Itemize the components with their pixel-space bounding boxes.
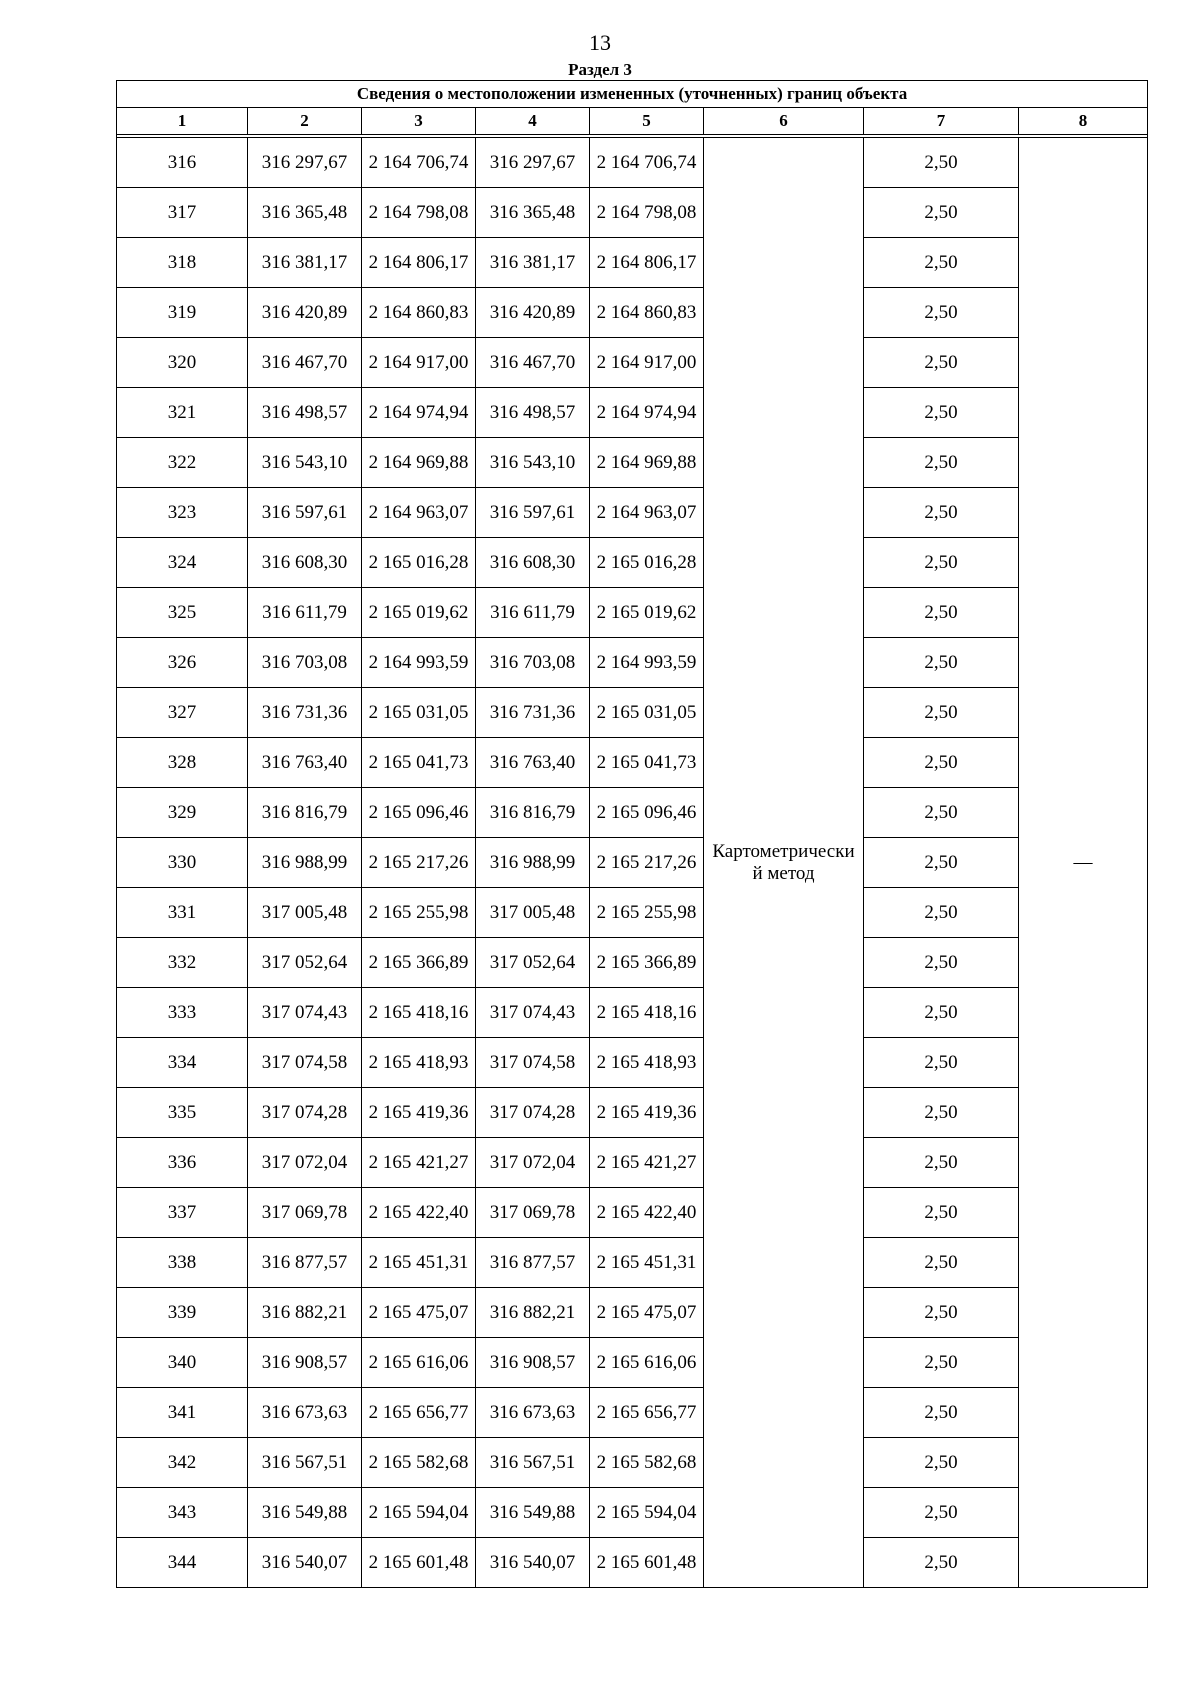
- x-old-cell: 316 540,07: [248, 1538, 362, 1588]
- table-row: [117, 1138, 1148, 1188]
- point-number-cell: 329: [117, 788, 248, 838]
- x-old-cell: 316 908,57: [248, 1338, 362, 1388]
- y-old-cell: 2 165 031,05: [362, 688, 476, 738]
- y-old-cell: 2 165 019,62: [362, 588, 476, 638]
- y-new-cell: 2 165 255,98: [590, 888, 704, 938]
- y-old-cell: 2 165 594,04: [362, 1488, 476, 1538]
- table-row: [117, 1538, 1148, 1588]
- point-number-cell: 341: [117, 1388, 248, 1438]
- point-number-cell: 330: [117, 838, 248, 888]
- accuracy-cell: 2,50: [864, 1388, 1019, 1438]
- y-new-cell: 2 164 917,00: [590, 338, 704, 388]
- point-number-cell: 334: [117, 1038, 248, 1088]
- table-row: [117, 588, 1148, 638]
- x-old-cell: 317 072,04: [248, 1138, 362, 1188]
- point-number-cell: 339: [117, 1288, 248, 1338]
- column-number: 2: [248, 108, 362, 135]
- accuracy-cell: 2,50: [864, 238, 1019, 288]
- y-new-cell: 2 164 860,83: [590, 288, 704, 338]
- table-row: [117, 838, 1148, 888]
- point-number-cell: 332: [117, 938, 248, 988]
- table-row: [117, 1238, 1148, 1288]
- x-new-cell: 316 597,61: [476, 488, 590, 538]
- accuracy-cell: 2,50: [864, 1288, 1019, 1338]
- page-number: 13: [589, 30, 611, 55]
- point-number-cell: 333: [117, 988, 248, 1038]
- table-row: [117, 288, 1148, 338]
- table-row: [117, 188, 1148, 238]
- point-number-cell: 336: [117, 1138, 248, 1188]
- accuracy-cell: 2,50: [864, 1488, 1019, 1538]
- y-old-cell: 2 164 860,83: [362, 288, 476, 338]
- table-row: [117, 1088, 1148, 1138]
- x-new-cell: 316 673,63: [476, 1388, 590, 1438]
- x-new-cell: 316 988,99: [476, 838, 590, 888]
- y-old-cell: 2 165 366,89: [362, 938, 476, 988]
- point-number-cell: 326: [117, 638, 248, 688]
- column-number: 1: [117, 108, 248, 135]
- x-new-cell: 317 072,04: [476, 1138, 590, 1188]
- y-old-cell: 2 164 969,88: [362, 438, 476, 488]
- point-number-cell: 328: [117, 738, 248, 788]
- accuracy-cell: 2,50: [864, 938, 1019, 988]
- x-new-cell: 316 567,51: [476, 1438, 590, 1488]
- column-number: 3: [362, 108, 476, 135]
- x-new-cell: 316 731,36: [476, 688, 590, 738]
- x-old-cell: 316 703,08: [248, 638, 362, 688]
- accuracy-cell: 2,50: [864, 588, 1019, 638]
- x-old-cell: 316 731,36: [248, 688, 362, 738]
- table-row: [117, 1338, 1148, 1388]
- table-row: [117, 1488, 1148, 1538]
- table-row: [117, 338, 1148, 388]
- point-number-cell: 319: [117, 288, 248, 338]
- table-row: [117, 938, 1148, 988]
- table-row: [117, 688, 1148, 738]
- section-title: Раздел 3: [568, 60, 632, 79]
- x-old-cell: 316 543,10: [248, 438, 362, 488]
- x-new-cell: 317 069,78: [476, 1188, 590, 1238]
- accuracy-cell: 2,50: [864, 1438, 1019, 1488]
- x-old-cell: 317 074,28: [248, 1088, 362, 1138]
- table-body: [117, 135, 1148, 1588]
- point-number-cell: 343: [117, 1488, 248, 1538]
- y-old-cell: 2 164 706,74: [362, 138, 476, 188]
- y-old-cell: 2 165 419,36: [362, 1088, 476, 1138]
- table-row: [117, 238, 1148, 288]
- y-new-cell: 2 165 594,04: [590, 1488, 704, 1538]
- y-new-cell: 2 165 366,89: [590, 938, 704, 988]
- y-old-cell: 2 164 917,00: [362, 338, 476, 388]
- table-row: [117, 538, 1148, 588]
- y-old-cell: 2 165 582,68: [362, 1438, 476, 1488]
- x-new-cell: 316 816,79: [476, 788, 590, 838]
- x-old-cell: 317 052,64: [248, 938, 362, 988]
- point-number-cell: 344: [117, 1538, 248, 1588]
- y-new-cell: 2 165 451,31: [590, 1238, 704, 1288]
- y-new-cell: 2 165 096,46: [590, 788, 704, 838]
- y-new-cell: 2 164 974,94: [590, 388, 704, 438]
- y-old-cell: 2 165 475,07: [362, 1288, 476, 1338]
- point-number-cell: 327: [117, 688, 248, 738]
- x-new-cell: 316 365,48: [476, 188, 590, 238]
- column-number: 5: [590, 108, 704, 135]
- x-old-cell: 316 816,79: [248, 788, 362, 838]
- accuracy-cell: 2,50: [864, 788, 1019, 838]
- y-new-cell: 2 165 016,28: [590, 538, 704, 588]
- y-new-cell: 2 165 656,77: [590, 1388, 704, 1438]
- x-old-cell: 316 381,17: [248, 238, 362, 288]
- column-number: 7: [864, 108, 1019, 135]
- x-old-cell: 316 420,89: [248, 288, 362, 338]
- x-new-cell: 316 882,21: [476, 1288, 590, 1338]
- x-old-cell: 316 877,57: [248, 1238, 362, 1288]
- x-new-cell: 316 467,70: [476, 338, 590, 388]
- table-caption: Сведения о местоположении измененных (уточненных) границ объекта: [117, 81, 1148, 108]
- point-number-cell: 342: [117, 1438, 248, 1488]
- accuracy-cell: 2,50: [864, 738, 1019, 788]
- table-row: [117, 388, 1148, 438]
- y-old-cell: 2 165 041,73: [362, 738, 476, 788]
- x-old-cell: 316 611,79: [248, 588, 362, 638]
- y-old-cell: 2 165 422,40: [362, 1188, 476, 1238]
- x-new-cell: 316 549,88: [476, 1488, 590, 1538]
- accuracy-cell: 2,50: [864, 1038, 1019, 1088]
- x-new-cell: 316 420,89: [476, 288, 590, 338]
- table-row: [117, 138, 1148, 188]
- accuracy-cell: 2,50: [864, 988, 1019, 1038]
- column-number-row: [117, 108, 1148, 135]
- column-number: 8: [1019, 108, 1148, 135]
- accuracy-cell: 2,50: [864, 138, 1019, 188]
- y-new-cell: 2 165 419,36: [590, 1088, 704, 1138]
- accuracy-cell: 2,50: [864, 1138, 1019, 1188]
- x-old-cell: 316 763,40: [248, 738, 362, 788]
- y-new-cell: 2 164 706,74: [590, 138, 704, 188]
- y-new-cell: 2 165 217,26: [590, 838, 704, 888]
- table-row: [117, 438, 1148, 488]
- y-old-cell: 2 164 974,94: [362, 388, 476, 438]
- x-new-cell: 316 763,40: [476, 738, 590, 788]
- x-old-cell: 316 597,61: [248, 488, 362, 538]
- y-new-cell: 2 165 601,48: [590, 1538, 704, 1588]
- x-new-cell: 316 703,08: [476, 638, 590, 688]
- accuracy-cell: 2,50: [864, 1188, 1019, 1238]
- x-new-cell: 316 540,07: [476, 1538, 590, 1588]
- y-old-cell: 2 165 616,06: [362, 1338, 476, 1388]
- x-new-cell: 317 074,28: [476, 1088, 590, 1138]
- x-new-cell: 316 877,57: [476, 1238, 590, 1288]
- y-new-cell: 2 165 418,16: [590, 988, 704, 1038]
- accuracy-cell: 2,50: [864, 1338, 1019, 1388]
- x-old-cell: 317 005,48: [248, 888, 362, 938]
- x-old-cell: 316 608,30: [248, 538, 362, 588]
- point-number-cell: 318: [117, 238, 248, 288]
- x-old-cell: 317 069,78: [248, 1188, 362, 1238]
- x-old-cell: 317 074,58: [248, 1038, 362, 1088]
- x-old-cell: 316 297,67: [248, 138, 362, 188]
- table-row: [117, 488, 1148, 538]
- y-old-cell: 2 165 016,28: [362, 538, 476, 588]
- table-row: [117, 1038, 1148, 1088]
- x-new-cell: 316 381,17: [476, 238, 590, 288]
- y-old-cell: 2 165 217,26: [362, 838, 476, 888]
- column8-cell: —: [1019, 138, 1148, 1588]
- accuracy-cell: 2,50: [864, 888, 1019, 938]
- accuracy-cell: 2,50: [864, 1538, 1019, 1588]
- x-old-cell: 316 498,57: [248, 388, 362, 438]
- x-new-cell: 316 908,57: [476, 1338, 590, 1388]
- x-old-cell: 316 467,70: [248, 338, 362, 388]
- y-old-cell: 2 165 255,98: [362, 888, 476, 938]
- table-row: [117, 738, 1148, 788]
- y-new-cell: 2 164 798,08: [590, 188, 704, 238]
- y-new-cell: 2 165 418,93: [590, 1038, 704, 1088]
- point-number-cell: 324: [117, 538, 248, 588]
- accuracy-cell: 2,50: [864, 638, 1019, 688]
- accuracy-cell: 2,50: [864, 288, 1019, 338]
- x-new-cell: 317 052,64: [476, 938, 590, 988]
- point-number-cell: 323: [117, 488, 248, 538]
- table-row: [117, 1188, 1148, 1238]
- table-row: [117, 788, 1148, 838]
- y-old-cell: 2 165 601,48: [362, 1538, 476, 1588]
- point-number-cell: 320: [117, 338, 248, 388]
- y-new-cell: 2 164 963,07: [590, 488, 704, 538]
- x-new-cell: 316 611,79: [476, 588, 590, 638]
- y-new-cell: 2 164 806,17: [590, 238, 704, 288]
- y-old-cell: 2 165 418,93: [362, 1038, 476, 1088]
- accuracy-cell: 2,50: [864, 1238, 1019, 1288]
- x-old-cell: 316 567,51: [248, 1438, 362, 1488]
- y-old-cell: 2 165 096,46: [362, 788, 476, 838]
- x-old-cell: 316 988,99: [248, 838, 362, 888]
- x-new-cell: 316 297,67: [476, 138, 590, 188]
- point-number-cell: 340: [117, 1338, 248, 1388]
- x-new-cell: 316 608,30: [476, 538, 590, 588]
- y-new-cell: 2 164 969,88: [590, 438, 704, 488]
- accuracy-cell: 2,50: [864, 1088, 1019, 1138]
- accuracy-cell: 2,50: [864, 188, 1019, 238]
- point-number-cell: 322: [117, 438, 248, 488]
- accuracy-cell: 2,50: [864, 438, 1019, 488]
- y-old-cell: 2 164 963,07: [362, 488, 476, 538]
- y-old-cell: 2 164 798,08: [362, 188, 476, 238]
- y-new-cell: 2 165 422,40: [590, 1188, 704, 1238]
- point-number-cell: 325: [117, 588, 248, 638]
- table-row: [117, 888, 1148, 938]
- y-new-cell: 2 165 041,73: [590, 738, 704, 788]
- method-cell: Картометрически й метод: [704, 138, 864, 1588]
- accuracy-cell: 2,50: [864, 838, 1019, 888]
- point-number-cell: 338: [117, 1238, 248, 1288]
- table-row: [117, 988, 1148, 1038]
- y-old-cell: 2 165 418,16: [362, 988, 476, 1038]
- column-number: 6: [704, 108, 864, 135]
- table-row: [117, 1288, 1148, 1338]
- table-row: [117, 1438, 1148, 1488]
- x-new-cell: 317 074,43: [476, 988, 590, 1038]
- y-old-cell: 2 164 806,17: [362, 238, 476, 288]
- point-number-cell: 331: [117, 888, 248, 938]
- y-new-cell: 2 165 031,05: [590, 688, 704, 738]
- y-new-cell: 2 165 019,62: [590, 588, 704, 638]
- x-new-cell: 317 005,48: [476, 888, 590, 938]
- accuracy-cell: 2,50: [864, 488, 1019, 538]
- x-old-cell: 316 549,88: [248, 1488, 362, 1538]
- x-new-cell: 317 074,58: [476, 1038, 590, 1088]
- point-number-cell: 317: [117, 188, 248, 238]
- point-number-cell: 337: [117, 1188, 248, 1238]
- accuracy-cell: 2,50: [864, 538, 1019, 588]
- y-new-cell: 2 164 993,59: [590, 638, 704, 688]
- point-number-cell: 335: [117, 1088, 248, 1138]
- x-old-cell: 316 673,63: [248, 1388, 362, 1438]
- y-old-cell: 2 165 451,31: [362, 1238, 476, 1288]
- coordinates-table: [116, 80, 1148, 1588]
- point-number-cell: 316: [117, 138, 248, 188]
- x-old-cell: 316 882,21: [248, 1288, 362, 1338]
- table-row: [117, 1388, 1148, 1438]
- y-new-cell: 2 165 582,68: [590, 1438, 704, 1488]
- x-new-cell: 316 498,57: [476, 388, 590, 438]
- x-old-cell: 316 365,48: [248, 188, 362, 238]
- accuracy-cell: 2,50: [864, 338, 1019, 388]
- y-old-cell: 2 165 656,77: [362, 1388, 476, 1438]
- y-old-cell: 2 165 421,27: [362, 1138, 476, 1188]
- y-new-cell: 2 165 421,27: [590, 1138, 704, 1188]
- y-new-cell: 2 165 475,07: [590, 1288, 704, 1338]
- y-new-cell: 2 165 616,06: [590, 1338, 704, 1388]
- column-number: 4: [476, 108, 590, 135]
- accuracy-cell: 2,50: [864, 688, 1019, 738]
- accuracy-cell: 2,50: [864, 388, 1019, 438]
- table-row: [117, 638, 1148, 688]
- x-new-cell: 316 543,10: [476, 438, 590, 488]
- y-old-cell: 2 164 993,59: [362, 638, 476, 688]
- point-number-cell: 321: [117, 388, 248, 438]
- x-old-cell: 317 074,43: [248, 988, 362, 1038]
